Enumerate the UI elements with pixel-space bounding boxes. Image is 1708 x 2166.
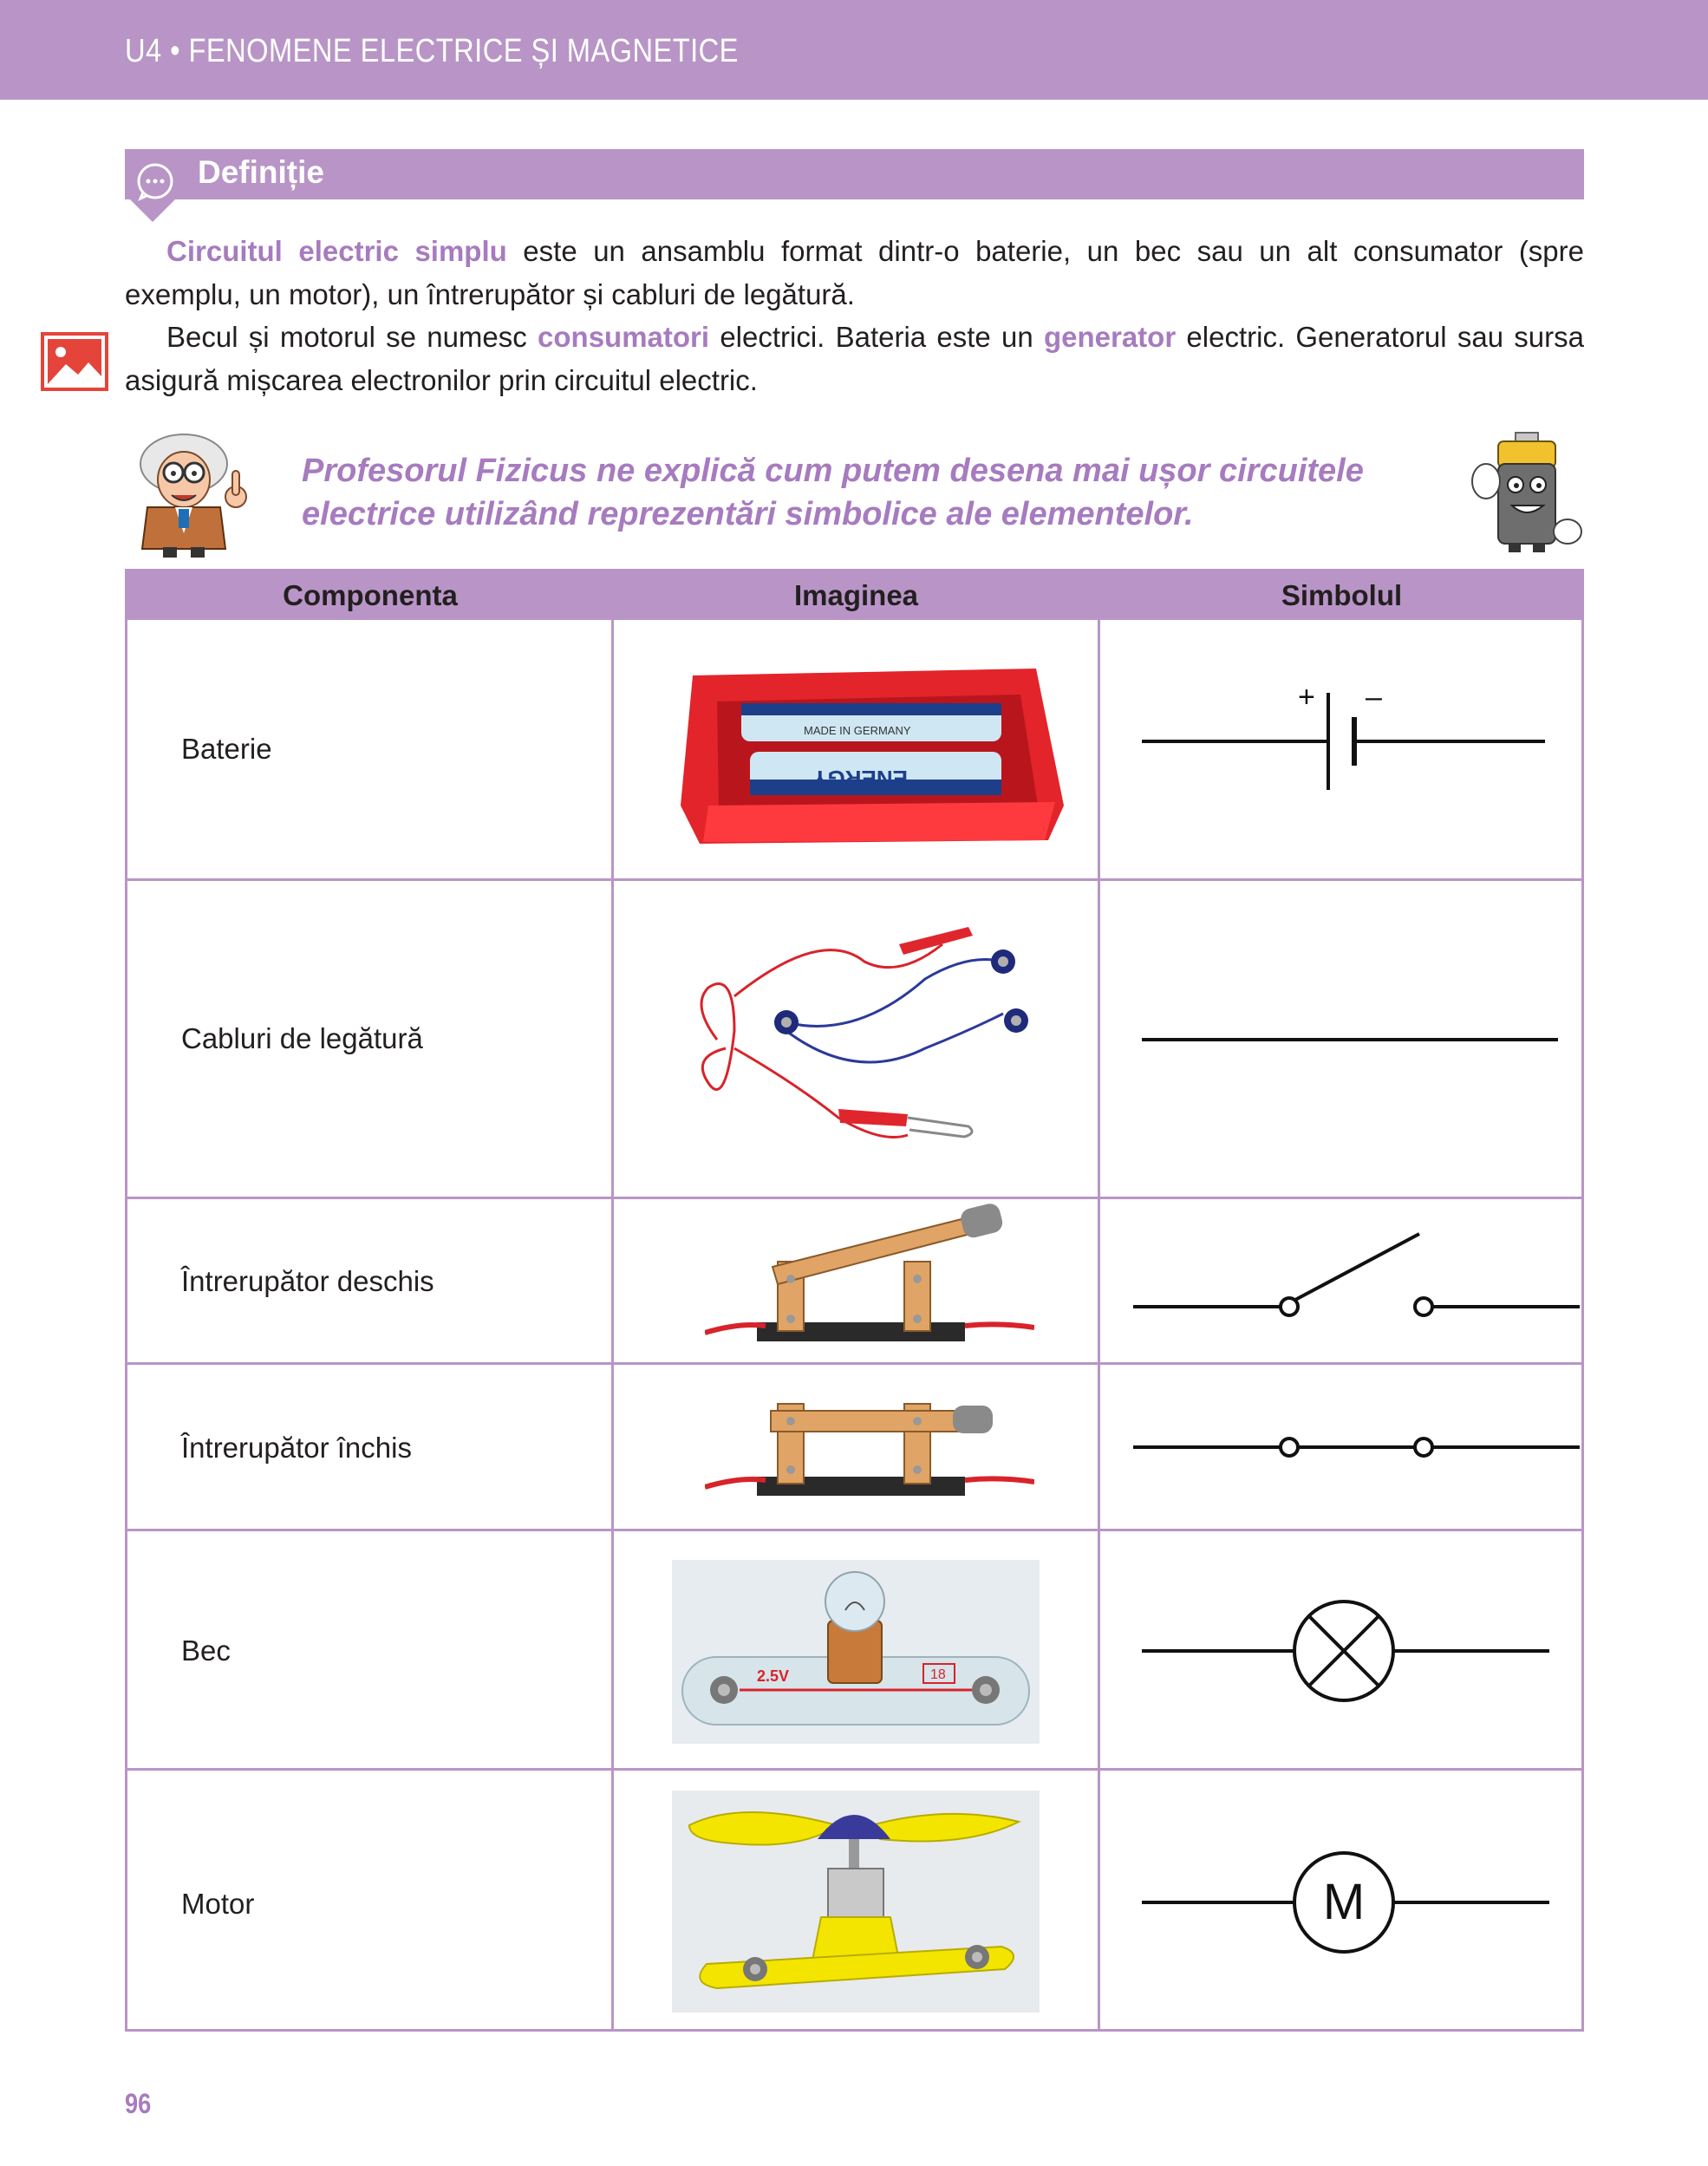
paragraph-2-text-c: electric. Generatorul sau sursa asigură mișcarea electronilor prin circuitul electric. bbox=[125, 321, 1584, 396]
motor-photo bbox=[672, 1791, 1040, 2013]
components-table bbox=[125, 569, 1584, 2032]
definition-bar bbox=[125, 149, 1584, 199]
paragraph-1-text: este un ansamblu format dintr-o baterie, un bec sau un alt consumator (spre exemplu, un motor), un întrerupător și cabluri de legătură. bbox=[125, 235, 1584, 310]
table-row-border bbox=[127, 878, 1581, 881]
closed-switch-photo bbox=[705, 1386, 1034, 1508]
table-row-border bbox=[127, 1529, 1581, 1531]
table-divider bbox=[1098, 571, 1100, 2029]
row-label-bulb: Bec bbox=[181, 1634, 231, 1667]
term-consumers: consumatori bbox=[538, 321, 710, 353]
motor-symbol bbox=[1133, 1846, 1567, 1959]
row-label-battery: Baterie bbox=[181, 733, 272, 765]
unit-title: U4 • FENOMENE ELECTRICE ȘI MAGNETICE bbox=[125, 33, 739, 69]
row-label-open-switch: Întrerupător deschis bbox=[181, 1265, 434, 1297]
table-row-border bbox=[127, 1362, 1581, 1365]
speech-bubble-icon bbox=[135, 161, 175, 201]
battery-mascot-illustration bbox=[1465, 429, 1587, 556]
row-label-closed-switch: Întrerupător închis bbox=[181, 1432, 412, 1464]
row-label-cables: Cabluri de legătură bbox=[181, 1022, 423, 1054]
professor-explanation: Profesorul Fizicus ne explică cum putem desena mai ușor circuitele electrice utilizând reprezentări simbolice ale elementelor. bbox=[302, 453, 1364, 532]
battery-symbol bbox=[1133, 641, 1567, 814]
bulb-symbol bbox=[1133, 1595, 1567, 1707]
header-image: Imaginea bbox=[793, 579, 919, 611]
battery-made-in-text: MADE IN GERMANY bbox=[804, 724, 911, 737]
definition-paragraph-1 bbox=[125, 230, 1584, 316]
professor-illustration bbox=[121, 429, 260, 559]
table-row-border bbox=[127, 1197, 1581, 1199]
motor-letter: M bbox=[1322, 1874, 1366, 1930]
closed-switch-symbol bbox=[1125, 1421, 1584, 1473]
definition-title: Definiție bbox=[198, 154, 324, 190]
header-symbol: Simbolul bbox=[1281, 579, 1403, 611]
battery-label-text: ENERGY bbox=[812, 766, 908, 792]
paragraph-2-text-b: electrici. Bateria este un bbox=[709, 321, 1044, 353]
bulb-voltage-label: 2.5V bbox=[757, 1667, 790, 1685]
table-divider bbox=[611, 571, 614, 2029]
minus-sign: – bbox=[1366, 681, 1382, 714]
definition-paragraph-2 bbox=[125, 316, 1584, 402]
bulb-photo bbox=[672, 1560, 1040, 1744]
plus-sign: + bbox=[1298, 681, 1315, 714]
header-component: Componenta bbox=[283, 579, 458, 611]
term-generator: generator bbox=[1043, 321, 1177, 353]
connection-cables-photo bbox=[682, 910, 1055, 1170]
table-row-border bbox=[127, 1768, 1581, 1771]
image-gallery-icon[interactable] bbox=[40, 331, 109, 392]
row-label-motor: Motor bbox=[181, 1888, 255, 1920]
bulb-number-label: 18 bbox=[930, 1667, 946, 1682]
open-switch-photo bbox=[705, 1201, 1034, 1357]
wire-symbol bbox=[1133, 1022, 1567, 1057]
battery-holder-photo bbox=[674, 649, 1072, 849]
term-circuit: Circuitul electric simplu bbox=[166, 235, 507, 267]
page-number: 96 bbox=[125, 2088, 152, 2119]
top-header-bar bbox=[0, 0, 1708, 100]
open-switch-symbol bbox=[1125, 1213, 1584, 1343]
paragraph-2-text-a: Becul și motorul se numesc bbox=[166, 321, 538, 353]
